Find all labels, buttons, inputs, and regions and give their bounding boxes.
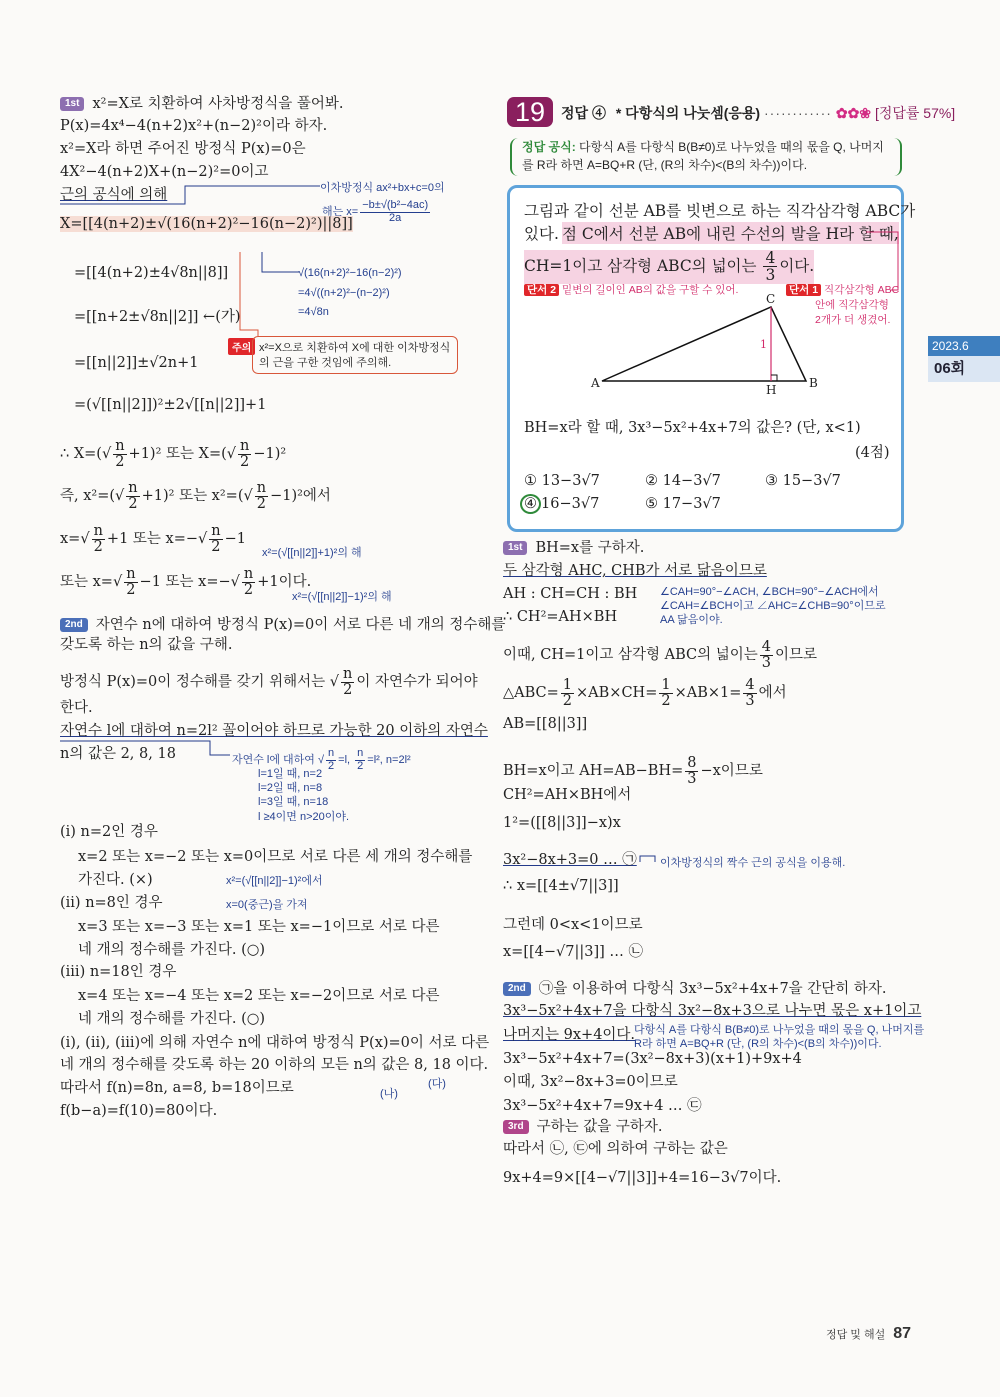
point-label-b: B xyxy=(809,376,818,390)
solution-text: x=√ $\frac{n}{2}$ +1 또는 x=−√ $\frac{n}{2}$ −1 xyxy=(60,523,246,556)
solution-text: x=2 또는 x=−2 또는 x=0이므로 서로 다른 세 개의 정수해를 xyxy=(78,849,473,865)
annotation-note: =4√((n+2)²−(n−2)²) xyxy=(298,287,390,299)
solution-text: x²=X라 하면 주어진 방정식 P(x)=0은 xyxy=(60,141,306,157)
fraction: $\frac{4}{3}$ xyxy=(745,677,755,710)
caution-note: x²=X으로 치환하여 X에 대한 이차방정식의 근을 구한 것임에 주의해. xyxy=(252,336,458,374)
solution-text: AH : CH=CH : BH xyxy=(503,586,638,602)
solution-line xyxy=(60,964,176,981)
annotation-note: √(16(n+2)²−16(n−2)²) xyxy=(298,267,402,279)
problem-line-highlight: CH=1이고 삼각형 ABC의 넓이는 $\frac{4}{3}$ 이다. xyxy=(524,249,815,285)
problem-line-highlight: 점 C에서 선분 AB에 내린 수선의 발을 H라 할 때, xyxy=(562,222,899,244)
solution-text: (i), (ii), (iii)에 의해 자연수 n에 대하여 방정식 P(x)=0이 서로 다른 xyxy=(60,1035,490,1051)
solution-line xyxy=(78,849,472,866)
solution-line xyxy=(74,309,241,326)
annotation-note: 자연수 l에 대하여 √ $\frac{n}{2}$ =l, $\frac{n}{2}$ =l², n=2l² xyxy=(232,747,411,772)
solution-line xyxy=(74,397,266,414)
annotation-note: R라 하면 A=BQ+R (단, (R의 차수)<(B의 차수))이다. xyxy=(634,1038,882,1050)
fraction: $\frac{8}{3}$ xyxy=(687,755,697,788)
choice-4-text: 16−3√7 xyxy=(541,496,600,512)
caution-tag: 주의 xyxy=(228,338,255,355)
solution-line xyxy=(78,1011,265,1028)
step-badge: 2nd xyxy=(503,982,531,996)
solution-line xyxy=(60,1080,294,1097)
solution-text: 그런데 0<x<1이므로 xyxy=(503,917,643,933)
solution-text: 따라서 ㉡, ㉢에 의하여 구하는 값은 xyxy=(503,1141,728,1157)
solution-text: 구하는 값을 구하자. xyxy=(536,1119,663,1135)
annotation-note: 다항식 A를 다항식 B(B≠0)로 나누었을 때의 몫을 Q, 나머지를 xyxy=(634,1024,925,1036)
solution-line xyxy=(503,787,631,804)
fraction: $\frac{4}{3}$ xyxy=(761,639,771,672)
solution-line xyxy=(60,617,505,634)
solution-text: 자연수 n에 대하여 방정식 P(x)=0이 서로 다른 네 개의 정수해를 xyxy=(95,617,506,633)
solution-text: X=[[4(n+2)±√(16(n+2)²−16(n−2)²)||8]] xyxy=(60,216,353,232)
choice-4[interactable] xyxy=(520,496,599,512)
annotation-note: =4√8n xyxy=(298,306,329,318)
question-number: 19 xyxy=(507,97,553,127)
solution-line xyxy=(60,567,311,598)
solution-line xyxy=(74,265,228,282)
fraction: $\frac{n}{2}$ xyxy=(126,566,136,599)
choice-3[interactable]: ③ 15−3√7 xyxy=(765,473,841,489)
solution-text: 3x³−5x²+4x+7=(3x²−8x+3)(x+1)+9x+4 xyxy=(503,1051,802,1067)
fraction: $\frac{1}{2}$ xyxy=(562,677,573,710)
solution-text: BH=x이고 AH=AB−BH= $\frac{8}{3}$ −x이므로 xyxy=(503,755,763,788)
solution-line xyxy=(503,1003,921,1020)
annotation-note: 해는 x= $\frac{\text{−b±√(b²−4ac)}}{2a}$ xyxy=(322,199,429,224)
fraction: $\frac{n}{2}$ xyxy=(240,438,250,471)
solution-text: 네 개의 정수해를 가진다. (○) xyxy=(78,1011,266,1027)
solution-line xyxy=(503,716,587,733)
solution-line xyxy=(503,815,621,832)
annotation-note: ∠CAH=∠BCH이고 ∠AHC=∠CHB=90°이므로 xyxy=(660,600,886,612)
solution-text: ∴ x=[[4±√7||3]] xyxy=(503,878,619,894)
solution-text: 따라서 f(n)=8n, a=8, b=18이므로 xyxy=(60,1080,294,1096)
step-badge: 3rd xyxy=(503,1120,529,1134)
solution-line xyxy=(503,917,643,934)
solution-text: AB=[[8||3]] xyxy=(503,716,588,732)
solution-text: 3x³−5x²+4x+7=9x+4 … ㉢ xyxy=(503,1098,702,1114)
solution-line xyxy=(503,540,644,557)
solution-text: =[[n+2±√8n||2]] ←(가) xyxy=(74,309,241,325)
solution-line xyxy=(503,640,817,671)
annotation-note: AA 닮음이야. xyxy=(660,614,723,626)
answer-formula xyxy=(510,138,902,176)
solution-line xyxy=(78,919,439,936)
side-tab-year: 2023.6 xyxy=(928,336,1000,356)
solution-text: 갖도록 하는 n의 값을 구해. xyxy=(60,637,233,653)
solution-line xyxy=(60,824,158,841)
length-label-ch: 1 xyxy=(760,338,767,351)
solution-text: 두 삼각형 AHC, CHB가 서로 닮음이므로 xyxy=(503,563,767,579)
answer-label: 정답 ④ xyxy=(561,105,606,121)
solution-line xyxy=(503,1074,678,1091)
solution-text: P(x)=4x⁴−4(n+2)x²+(n−2)²이라 하자. xyxy=(60,118,328,134)
footer-label: 정답 및 해설 xyxy=(826,1329,886,1341)
solution-line xyxy=(503,756,763,787)
solution-line xyxy=(60,637,232,654)
clue-tag: 단서 1 xyxy=(786,284,821,296)
solution-text: 3x²−8x+3=0 … ㉠ xyxy=(503,852,637,868)
point-label-a: A xyxy=(591,376,600,390)
solution-line xyxy=(60,164,268,181)
solution-text: ∴ X=(√ $\frac{n}{2}$ +1)² 또는 X=(√ $\frac{n}{2}$ −1)² xyxy=(60,438,287,471)
step-badge: 2nd xyxy=(60,618,88,632)
fraction: $\frac{n}{2}$ xyxy=(115,438,125,471)
solution-text: 3x³−5x²+4x+7을 다항식 3x²−8x+3으로 나누면 몫은 x+1이고 xyxy=(503,1003,922,1019)
solution-line xyxy=(503,586,637,603)
difficulty-stars-icon: ✿✿❀ xyxy=(835,105,872,121)
note-connector xyxy=(640,856,655,862)
annotation-note: (다) xyxy=(428,1078,446,1090)
annotation-note: (나) xyxy=(380,1088,398,1100)
solution-line xyxy=(60,141,306,158)
annotation-note: ∠CAH=90°−∠ACH, ∠BCH=90°−∠ACH에서 xyxy=(660,586,879,598)
annotation-note: l=3일 때, n=18 xyxy=(258,796,329,808)
solution-line xyxy=(60,481,331,512)
solution-line xyxy=(60,1035,489,1052)
page-footer xyxy=(826,1325,911,1343)
fraction: $\frac{n}{2}$ xyxy=(93,523,103,556)
solution-line xyxy=(503,878,619,895)
solution-line xyxy=(503,1141,728,1158)
fraction: $\frac{n}{2}$ xyxy=(328,747,335,772)
solution-text: △ABC= $\frac{1}{2}$ ×AB×CH= $\frac{1}{2}$ ×AB×1= $\frac{4}{3}$ 에서 xyxy=(503,677,787,710)
solution-text: 네 개의 정수해를 갖도록 하는 20 이하의 모든 n의 값은 8, 18 이다. xyxy=(60,1057,489,1073)
solution-text: =(√[[n||2]])²±2√[[n||2]]+1 xyxy=(74,397,267,413)
solution-text: 9x+4=9×[[4−√7||3]]+4=16−3√7이다. xyxy=(503,1170,782,1186)
solution-text: x=4 또는 x=−4 또는 x=2 또는 x=−2이므로 서로 다른 xyxy=(78,988,440,1004)
annotation-note: x²=(√[[n||2]]+1)²의 해 xyxy=(262,547,362,559)
solution-line xyxy=(503,1027,635,1044)
solution-line xyxy=(60,723,488,740)
solution-text: BH=x를 구하자. xyxy=(535,540,645,556)
step-badge: 1st xyxy=(60,97,84,111)
fraction: $\frac{n}{2}$ xyxy=(343,666,353,699)
question-header xyxy=(561,103,955,123)
side-tab-round: 06회 xyxy=(928,356,1000,382)
solution-text: 나머지는 9x+4이다. xyxy=(503,1027,636,1043)
solution-line xyxy=(503,563,767,580)
step-badge: 1st xyxy=(503,541,527,555)
formula-text: 다항식 A를 다항식 B(B≠0)로 나누었을 때의 몫을 Q, 나머지를 R라 하면 A=BQ+R (단, (R의 차수)<(B의 차수))이다. xyxy=(522,140,884,172)
solution-line xyxy=(60,439,286,470)
solution-text: 가진다. (×) xyxy=(78,872,153,888)
solution-line xyxy=(503,981,887,998)
solution-text: 이때, CH=1이고 삼각형 ABC의 넓이는 $\frac{4}{3}$ 이므로 xyxy=(503,639,817,672)
solution-line xyxy=(503,852,637,869)
solution-line xyxy=(60,667,478,698)
solution-text: n의 값은 2, 8, 18 xyxy=(60,746,176,762)
solution-text: CH²=AH×BH에서 xyxy=(503,787,632,803)
fraction: $\frac{n}{2}$ xyxy=(211,523,221,556)
annotation-note: 이차방정식 ax²+bx+c=0의 xyxy=(320,182,445,194)
solution-line xyxy=(503,678,787,709)
solution-text: 4X²−4(n+2)X+(n−2)²=0이고 xyxy=(60,164,269,180)
choice-5[interactable]: ⑤ 17−3√7 xyxy=(645,496,721,512)
question-text: BH=x라 할 때, 3x³−5x²+4x+7의 값은? (단, x<1) xyxy=(524,420,861,436)
solution-text: 자연수 l에 대하여 n=2l² 꼴이어야 하므로 가능한 20 이하의 자연수 xyxy=(60,723,488,739)
fraction: $\frac{4}{3}$ xyxy=(765,249,776,285)
annotation-note: x²=(√[[n||2]]−1)²에서 xyxy=(226,875,323,887)
solution-text: (iii) n=18인 경우 xyxy=(60,964,177,980)
clue-2 xyxy=(524,283,738,297)
solution-text: ∴ CH²=AH×BH xyxy=(503,609,618,625)
clue-text: 밑변의 길이인 AB의 값을 구할 수 있어. xyxy=(562,284,739,296)
solution-line xyxy=(60,187,167,204)
side-tab[interactable] xyxy=(928,336,1000,382)
fraction: $\frac{n}{2}$ xyxy=(243,566,254,599)
solution-line xyxy=(503,1051,802,1068)
solution-text: 방정식 P(x)=0이 정수해를 갖기 위해서는 √ $\frac{n}{2}$ 이 자연수가 되어야 xyxy=(60,666,478,699)
clue-tag: 단서 2 xyxy=(524,284,559,296)
solution-line xyxy=(60,216,353,233)
correct-rate: [정답률 57%] xyxy=(874,105,956,121)
annotation-note: 이차방정식의 짝수 근의 공식을 이용해. xyxy=(660,857,846,869)
annotation-note: l=2일 때, n=8 xyxy=(258,782,323,794)
problem-line: 그림과 같이 선분 AB를 빗변으로 하는 직각삼각형 ABC가 xyxy=(524,202,916,220)
solution-line xyxy=(74,355,198,372)
solution-text: =[[4(n+2)±4√8n||8]] xyxy=(74,265,229,281)
annotation-note: x²=(√[[n||2]]−1)²의 해 xyxy=(292,591,392,603)
fraction: $\frac{n}{2}$ xyxy=(357,747,364,772)
solution-line xyxy=(78,942,265,959)
solution-text: f(b−a)=f(10)=80이다. xyxy=(60,1103,218,1119)
fraction: $\frac{1}{2}$ xyxy=(661,677,671,710)
solution-text: (i) n=2인 경우 xyxy=(60,824,158,840)
points: (4점) xyxy=(855,445,890,461)
solution-text: 근의 공식에 의해 xyxy=(60,187,168,203)
solution-line xyxy=(503,1170,781,1187)
annotation-note: x=0(중근)을 가져 xyxy=(226,899,308,911)
solution-text: x=[[4−√7||3]] … ㉡ xyxy=(503,944,644,960)
topic: * 다항식의 나눗셈(응용) xyxy=(615,105,761,121)
solution-line xyxy=(60,895,163,912)
choice-1[interactable]: ① 13−3√7 xyxy=(524,473,600,489)
fraction: $\frac{n}{2}$ xyxy=(128,480,138,513)
annotation-note: l=1일 때, n=2 xyxy=(258,768,323,780)
clue-1 xyxy=(786,283,899,297)
annotation-note: l ≥4이면 n>20이야. xyxy=(258,811,350,823)
solution-text: 또는 x=√ $\frac{n}{2}$ −1 또는 x=−√ $\frac{n}{2}$ +1이다. xyxy=(60,566,312,599)
solution-line xyxy=(60,1103,217,1120)
formula-label: 정답 공식: xyxy=(522,140,576,154)
leader-dots: ············ xyxy=(764,105,832,121)
note-connector xyxy=(262,252,300,272)
solution-line xyxy=(60,1057,488,1074)
solution-line xyxy=(60,700,93,717)
solution-text: =[[n||2]]±√2n+1 xyxy=(74,355,199,371)
solution-line xyxy=(60,746,176,763)
solution-text: 즉, x²=(√ $\frac{n}{2}$ +1)² 또는 x²=(√ $\frac{n}{2}$ −1)²에서 xyxy=(60,480,331,513)
point-label-c: C xyxy=(766,292,776,306)
clue-1-line3: 2개가 더 생겼어. xyxy=(815,314,891,326)
solution-line xyxy=(78,988,439,1005)
solution-text: 한다. xyxy=(60,700,93,716)
fraction: $\frac{n}{2}$ xyxy=(256,480,267,513)
caution-connector xyxy=(240,252,258,336)
solution-text: 이때, 3x²−8x+3=0이므로 xyxy=(503,1074,678,1090)
solution-text: ㉠을 이용하여 다항식 3x³−5x²+4x+7을 간단히 하자. xyxy=(538,981,887,997)
point-label-h: H xyxy=(766,383,777,397)
page-number: 87 xyxy=(893,1325,912,1342)
clue-text: 직각삼각형 ABC xyxy=(824,284,900,296)
solution-line xyxy=(503,944,643,961)
solution-line xyxy=(78,872,153,889)
solution-line xyxy=(503,1119,662,1136)
fraction: $\frac{\text{−b±√(b²−4ac)}}{2a}$ xyxy=(362,199,429,224)
solution-line xyxy=(503,609,617,626)
answer-circle-icon: ④ xyxy=(520,494,541,514)
solution-line xyxy=(503,1098,702,1115)
solution-text: (ii) n=8인 경우 xyxy=(60,895,163,911)
solution-line xyxy=(60,118,327,135)
solution-line xyxy=(60,524,246,555)
solution-text: x=3 또는 x=−3 또는 x=1 또는 x=−1이므로 서로 다른 xyxy=(78,919,440,935)
clue-1-line2: 안에 직각삼각형 xyxy=(815,299,889,311)
choice-2[interactable]: ② 14−3√7 xyxy=(645,473,721,489)
solution-text: x²=X로 치환하여 사차방정식을 풀어봐. xyxy=(92,96,344,112)
problem-line: 있다. xyxy=(524,225,559,243)
solution-text: 1²=([[8||3]]−x)x xyxy=(503,815,621,831)
solution-line xyxy=(60,96,343,113)
solution-text: 네 개의 정수해를 가진다. (○) xyxy=(78,942,266,958)
